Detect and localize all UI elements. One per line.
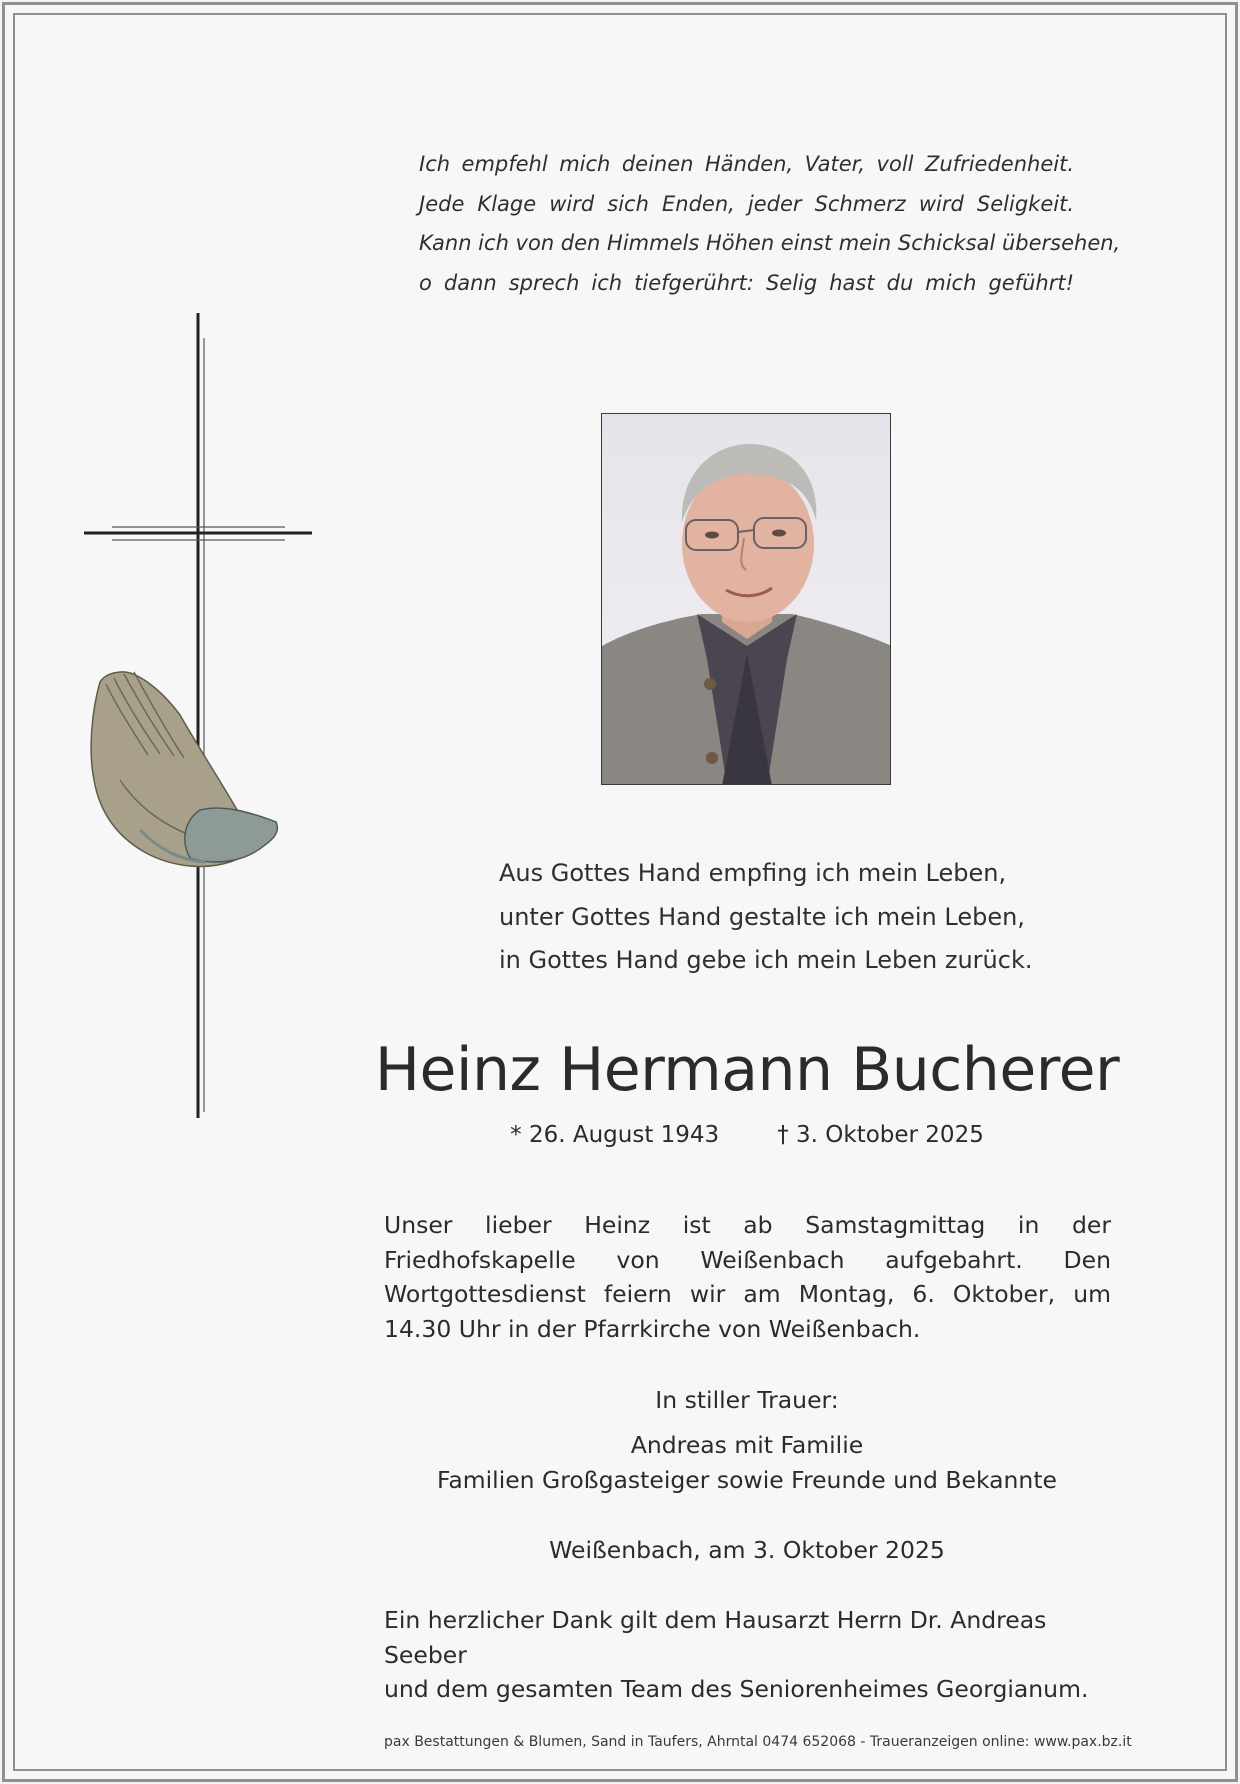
life-dates [340,1117,1154,1153]
verse-line: Kann ich von den Himmels Höhen einst mein Schicksal übersehen, [419,231,1121,255]
mourners-line-2: Familien Großgasteiger sowie Freunde und Bekannte [436,1466,1058,1494]
thanks-text [384,1603,1111,1707]
announcement-text: Unser lieber Heinz ist ab Samstagmittag in der Friedhofskapelle von Weißenbach aufgebahrt. Den Wortgottesdienst feiern wir am Montag, 6. Oktober, um 14.30 Uhr in der Pfarrkirche von Weißenbach. [384,1211,1111,1343]
psalm-line: unter Gottes Hand gestalte ich mein Leben, [499,902,1025,931]
thanks-line-1: Ein herzlicher Dank gilt dem Hausarzt Herrn Dr. Andreas Seeber [384,1606,1047,1669]
verse-line: o dann sprech ich tiefgerührt: Selig hast du mich geführt! [419,270,1074,295]
opening-verse [419,145,1121,303]
death-date: † 3. Oktober 2025 [777,1122,984,1148]
mourners-line-1: Andreas mit Familie [630,1431,864,1459]
place-date: Weißenbach, am 3. Oktober 2025 [549,1536,945,1564]
thanks-line-2: und dem gesamten Team des Seniorenheimes Georgianum. [384,1675,1089,1703]
mourners-heading: In stiller Trauer: [655,1386,839,1414]
deceased-name: Heinz Hermann Bucherer [374,1035,1120,1105]
psalm-line: in Gottes Hand gebe ich mein Leben zurück. [499,946,1033,974]
cross-icon [80,310,320,1122]
psalm-text [499,852,1033,983]
birth-date: * 26. August 1943 [510,1122,720,1148]
verse-line: Ich empfehl mich deinen Händen, Vater, voll Zufriedenheit. [419,152,1074,176]
footer-imprint: pax Bestattungen & Blumen, Sand in Taufers, Ahrntal 0474 652068 - Traueranzeigen online: www.pax.bz.it [384,1734,1132,1750]
psalm-line: Aus Gottes Hand empfing ich mein Leben, [499,859,1007,887]
verse-line: Jede Klage wird sich Enden, jeder Schmerz wird Seligkeit. [419,191,1074,216]
praying-hands-icon [91,672,277,867]
portrait-photo [601,413,891,785]
